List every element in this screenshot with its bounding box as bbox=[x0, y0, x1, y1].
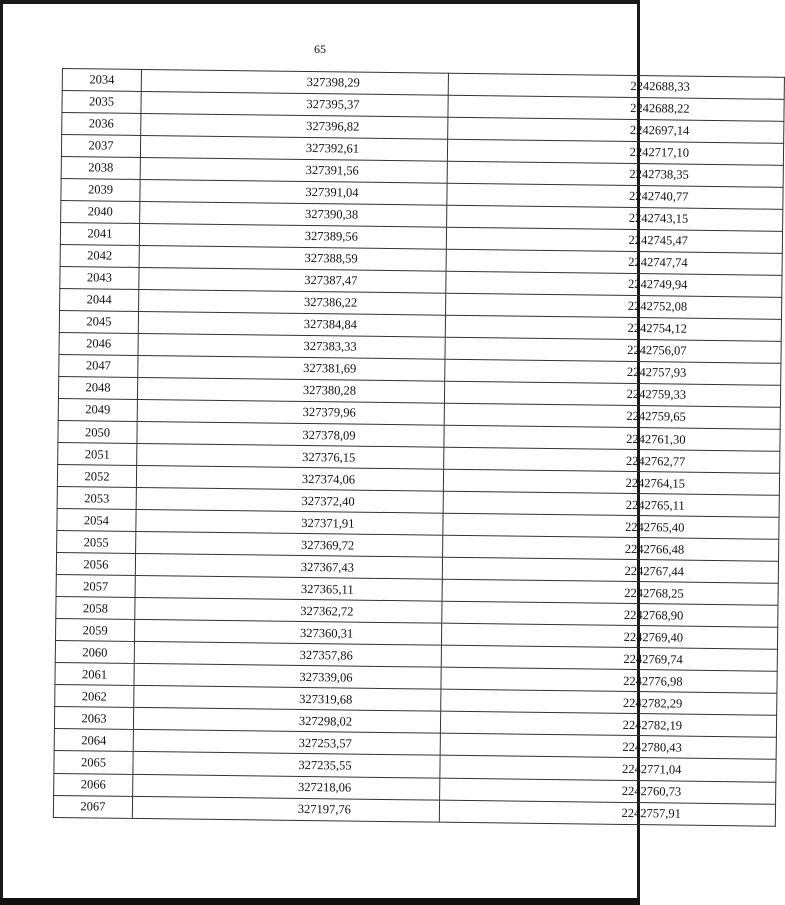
x-coordinate-cell: 327390,38 bbox=[140, 202, 447, 228]
point-number-cell: 2054 bbox=[57, 509, 136, 532]
y-coordinate-cell: 2242768,25 bbox=[442, 580, 778, 606]
y-coordinate-cell: 2242761,30 bbox=[444, 425, 780, 451]
point-number-cell: 2035 bbox=[62, 91, 141, 114]
y-coordinate-cell: 2242757,93 bbox=[445, 359, 781, 385]
point-number-cell: 2034 bbox=[62, 69, 141, 92]
point-number-cell: 2037 bbox=[61, 135, 140, 158]
x-coordinate-cell: 327372,40 bbox=[136, 488, 443, 514]
point-number-cell: 2053 bbox=[57, 487, 136, 510]
y-coordinate-cell: 2242768,90 bbox=[442, 602, 778, 628]
coordinates-table-body bbox=[53, 69, 784, 827]
y-coordinate-cell: 2242697,14 bbox=[448, 117, 784, 143]
point-number-cell: 2048 bbox=[58, 377, 137, 400]
y-coordinate-cell: 2242717,10 bbox=[447, 139, 783, 165]
point-number-cell: 2047 bbox=[59, 355, 138, 378]
point-number-cell: 2044 bbox=[60, 289, 139, 312]
y-coordinate-cell: 2242688,22 bbox=[448, 95, 784, 121]
y-coordinate-cell: 2242767,44 bbox=[442, 558, 778, 584]
x-coordinate-cell: 327391,56 bbox=[140, 158, 447, 184]
point-number-cell: 2057 bbox=[56, 575, 135, 598]
point-number-cell: 2039 bbox=[61, 179, 140, 202]
x-coordinate-cell: 327357,86 bbox=[134, 642, 441, 668]
page-number: 65 bbox=[314, 42, 326, 56]
x-coordinate-cell: 327235,55 bbox=[133, 752, 440, 778]
point-number-cell: 2049 bbox=[58, 399, 137, 422]
x-coordinate-cell: 327380,28 bbox=[137, 378, 444, 404]
y-coordinate-cell: 2242764,15 bbox=[443, 469, 779, 495]
y-coordinate-cell: 2242759,65 bbox=[444, 403, 780, 429]
point-number-cell: 2045 bbox=[59, 311, 138, 334]
y-coordinate-cell: 2242782,29 bbox=[441, 690, 777, 716]
y-coordinate-cell: 2242766,48 bbox=[443, 536, 779, 562]
x-coordinate-cell: 327298,02 bbox=[133, 708, 440, 734]
scan-edge-left bbox=[0, 0, 3, 905]
x-coordinate-cell: 327391,04 bbox=[140, 180, 447, 206]
y-coordinate-cell: 2242743,15 bbox=[447, 205, 783, 231]
x-coordinate-cell: 327392,61 bbox=[140, 136, 447, 162]
y-coordinate-cell: 2242754,12 bbox=[445, 315, 781, 341]
x-coordinate-cell: 327386,22 bbox=[139, 290, 446, 316]
x-coordinate-cell: 327396,82 bbox=[141, 113, 448, 139]
x-coordinate-cell: 327376,15 bbox=[137, 444, 444, 470]
x-coordinate-cell: 327253,57 bbox=[133, 730, 440, 756]
point-number-cell: 2046 bbox=[59, 333, 138, 356]
x-coordinate-cell: 327367,43 bbox=[135, 554, 442, 580]
x-coordinate-cell: 327384,84 bbox=[138, 312, 445, 338]
y-coordinate-cell: 2242765,11 bbox=[443, 491, 779, 517]
point-number-cell: 2036 bbox=[62, 113, 141, 136]
x-coordinate-cell: 327398,29 bbox=[141, 69, 448, 95]
x-coordinate-cell: 327197,76 bbox=[132, 796, 439, 822]
y-coordinate-cell: 2242745,47 bbox=[446, 227, 782, 253]
x-coordinate-cell: 327218,06 bbox=[133, 774, 440, 800]
point-number-cell: 2061 bbox=[55, 663, 134, 686]
x-coordinate-cell: 327339,06 bbox=[134, 664, 441, 690]
x-coordinate-cell: 327378,09 bbox=[137, 422, 444, 448]
point-number-cell: 2059 bbox=[56, 619, 135, 642]
point-number-cell: 2063 bbox=[54, 707, 133, 730]
x-coordinate-cell: 327365,11 bbox=[135, 576, 442, 602]
y-coordinate-cell: 2242776,98 bbox=[441, 668, 777, 694]
point-number-cell: 2038 bbox=[61, 157, 140, 180]
coordinates-table bbox=[53, 68, 785, 827]
point-number-cell: 2066 bbox=[54, 773, 133, 796]
y-coordinate-cell: 2242738,35 bbox=[447, 161, 783, 187]
y-coordinate-cell: 2242688,33 bbox=[448, 73, 784, 99]
point-number-cell: 2067 bbox=[53, 795, 132, 818]
y-coordinate-cell: 2242756,07 bbox=[445, 337, 781, 363]
point-number-cell: 2041 bbox=[60, 223, 139, 246]
x-coordinate-cell: 327381,69 bbox=[138, 356, 445, 382]
point-number-cell: 2055 bbox=[57, 531, 136, 554]
y-coordinate-cell: 2242769,74 bbox=[441, 646, 777, 672]
point-number-cell: 2040 bbox=[61, 201, 140, 224]
point-number-cell: 2064 bbox=[54, 729, 133, 752]
x-coordinate-cell: 327371,91 bbox=[136, 510, 443, 536]
y-coordinate-cell: 2242782,19 bbox=[440, 712, 776, 738]
y-coordinate-cell: 2242760,73 bbox=[440, 778, 776, 804]
point-number-cell: 2062 bbox=[55, 685, 134, 708]
point-number-cell: 2052 bbox=[57, 465, 136, 488]
x-coordinate-cell: 327360,31 bbox=[134, 620, 441, 646]
point-number-cell: 2043 bbox=[60, 267, 139, 290]
scan-edge-top bbox=[0, 0, 640, 4]
y-coordinate-cell: 2242740,77 bbox=[447, 183, 783, 209]
x-coordinate-cell: 327374,06 bbox=[136, 466, 443, 492]
point-number-cell: 2056 bbox=[56, 553, 135, 576]
point-number-cell: 2042 bbox=[60, 245, 139, 268]
y-coordinate-cell: 2242759,33 bbox=[444, 381, 780, 407]
x-coordinate-cell: 327383,33 bbox=[138, 334, 445, 360]
point-number-cell: 2065 bbox=[54, 751, 133, 774]
point-number-cell: 2058 bbox=[56, 597, 135, 620]
y-coordinate-cell: 2242749,94 bbox=[446, 271, 782, 297]
x-coordinate-cell: 327319,68 bbox=[134, 686, 441, 712]
y-coordinate-cell: 2242747,74 bbox=[446, 249, 782, 275]
point-number-cell: 2050 bbox=[58, 421, 137, 444]
y-coordinate-cell: 2242757,91 bbox=[439, 800, 775, 827]
y-coordinate-cell: 2242769,40 bbox=[441, 624, 777, 650]
x-coordinate-cell: 327387,47 bbox=[139, 268, 446, 294]
x-coordinate-cell: 327369,72 bbox=[136, 532, 443, 558]
point-number-cell: 2060 bbox=[55, 641, 134, 664]
x-coordinate-cell: 327379,96 bbox=[137, 400, 444, 426]
x-coordinate-cell: 327395,37 bbox=[141, 91, 448, 117]
point-number-cell: 2051 bbox=[58, 443, 137, 466]
scan-edge-bottom bbox=[0, 898, 640, 905]
y-coordinate-cell: 2242780,43 bbox=[440, 734, 776, 760]
x-coordinate-cell: 327388,59 bbox=[139, 246, 446, 272]
y-coordinate-cell: 2242752,08 bbox=[446, 293, 782, 319]
y-coordinate-cell: 2242771,04 bbox=[440, 756, 776, 782]
y-coordinate-cell: 2242762,77 bbox=[444, 447, 780, 473]
x-coordinate-cell: 327362,72 bbox=[135, 598, 442, 624]
y-coordinate-cell: 2242765,40 bbox=[443, 514, 779, 540]
x-coordinate-cell: 327389,56 bbox=[139, 224, 446, 250]
